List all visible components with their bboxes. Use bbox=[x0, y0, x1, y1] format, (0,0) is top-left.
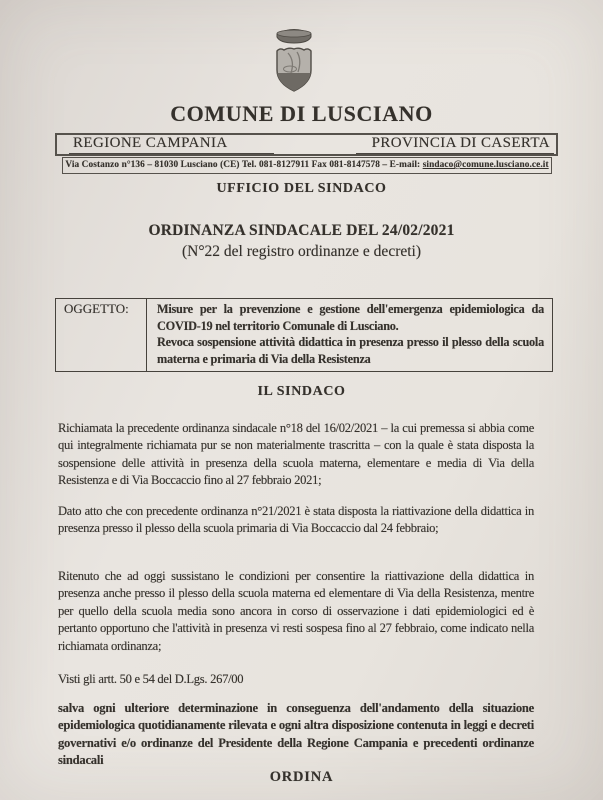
region-label: REGIONE CAMPANIA bbox=[69, 135, 274, 154]
address-text: Via Costanzo n°136 – 81030 Lusciano (CE) Tel. 081-8127911 Fax 081-8147578 – E-mail: bbox=[65, 160, 423, 170]
subject-text-2: Revoca sospensione attività didattica in presenza presso il plesso della scuola materna e primaria di Via della Resistenza bbox=[157, 335, 544, 366]
province-label: PROVINCIA DI CASERTA bbox=[356, 135, 554, 154]
subject-content bbox=[147, 299, 552, 371]
address-bar bbox=[62, 157, 552, 174]
municipality-title: COMUNE DI LUSCIANO bbox=[170, 101, 433, 126]
paragraph-visti: Visti gli artt. 50 e 54 del D.Lgs. 267/00 bbox=[58, 672, 244, 686]
paragraph-ritenuto: Ritenuto che ad oggi sussistano le condizioni per consentire la riattivazione della didattica in presenza anche presso il plesso della scuola materna ed elementare di Via della Resistenza, mentre per quello della scuola media sono ancora in corso di osservazione i dati epidemiologici ed è pertanto opportuno che l'attività in presenza vi resti sospesa fino al 27 febbraio, come indicato nella richiamata ordinanza; bbox=[58, 569, 534, 653]
sindaco-heading: IL SINDACO bbox=[257, 384, 346, 399]
subject-label: OGGETTO: bbox=[56, 299, 147, 371]
paragraph-salva: salva ogni ulteriore determinazione in conseguenza dell'andamento della situazione epidemiologica quotidianamente rilevata e ogni altra disposizione contenuta in leggi e decreti governativi e/o ordinanze del Presidente della Regione Campania e precedenti ordinanze sindacali bbox=[58, 701, 534, 768]
subject-box bbox=[55, 298, 553, 372]
email-text: sindaco@comune.lusciano.ce.it bbox=[422, 160, 549, 170]
subject-text-1: Misure per la prevenzione e gestione dell'emergenza epidemiologica da COVID-19 nel territorio Comunale di Lusciano. bbox=[157, 302, 544, 333]
paragraph-richiamata: Richiamata la precedente ordinanza sindacale n°18 del 16/02/2021 – la cui premessa si abbia come qui integralmente richiamata pur se non materialmente trascritta – con la quale è stata disposta la sospensione delle attività in presenza della scuola materna, elementare e media di Via della Resistenza e di Via Boccaccio fino al 27 febbraio 2021; bbox=[58, 421, 534, 488]
paragraph-dato-atto: Dato atto che con precedente ordinanza n°21/2021 è stata disposta la riattivazione della didattica in presenza presso il plesso della scuola primaria di Via Boccaccio dal 24 febbraio; bbox=[58, 504, 534, 536]
region-province-band bbox=[55, 133, 558, 156]
coat-of-arms-icon bbox=[270, 24, 318, 109]
office-title: UFFICIO DEL SINDACO bbox=[216, 181, 387, 196]
ordina-heading: ORDINA bbox=[269, 769, 334, 785]
ordinance-subtitle: (N°22 del registro ordinanze e decreti) bbox=[181, 243, 422, 260]
ordinance-title: ORDINANZA SINDACALE DEL 24/02/2021 bbox=[148, 222, 455, 239]
